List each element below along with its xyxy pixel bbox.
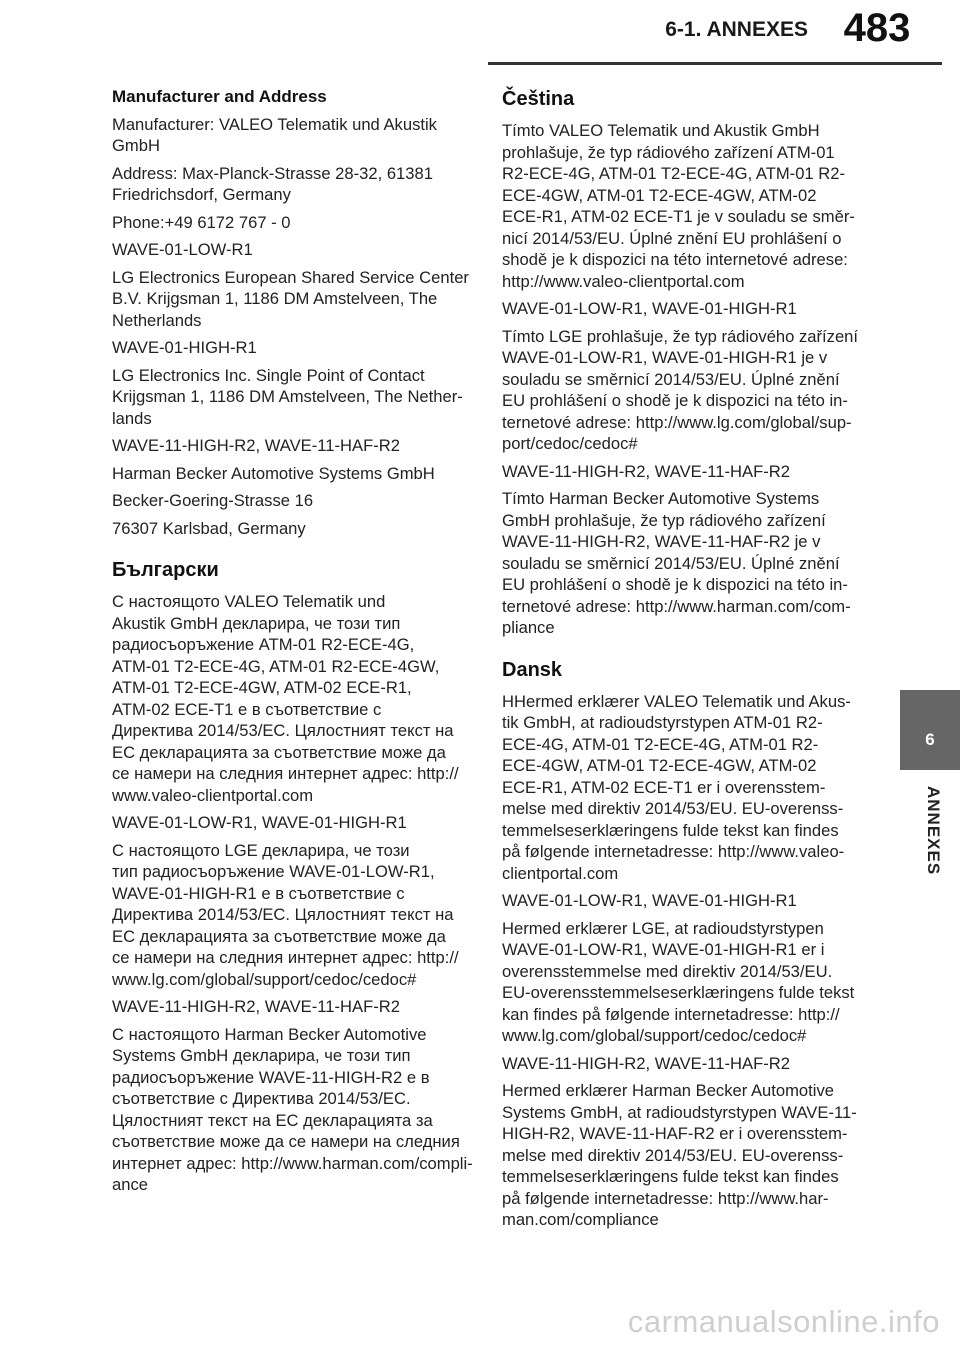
chapter-label: ANNEXES xyxy=(924,786,943,876)
text-line: HHermed erklærer VALEO Telematik und Akus- xyxy=(502,691,851,711)
text-line: WAVE-01-LOW-R1, WAVE-01-HIGH-R1 xyxy=(502,299,797,318)
paragraph xyxy=(112,996,464,1018)
text-line: С настоящото Harman Becker Automotive xyxy=(112,1024,427,1044)
text-line: WAVE-01-LOW-R1, WAVE-01-HIGH-R1 er i xyxy=(502,940,825,959)
text-line: WAVE-11-HIGH-R2, WAVE-11-HAF-R2 xyxy=(502,1053,790,1073)
text-line: съответствие с Директива 2014/53/ЕС. xyxy=(112,1089,411,1108)
paragraph xyxy=(112,337,464,359)
text-line: Manufacturer: VALEO Telematik und Akustik xyxy=(112,114,437,134)
text-line: Tímto Harman Becker Automotive Systems xyxy=(502,489,820,508)
text-line: ECE-4G, ATM-01 T2-ECE-4G, ATM-01 R2- xyxy=(502,734,819,754)
text-line: ЕС декларацията за съответствие може да xyxy=(112,742,446,762)
text-line: LG Electronics European Shared Service Center xyxy=(112,267,469,287)
text-line: 76307 Karlsbad, Germany xyxy=(112,518,306,538)
text-line: Директива 2014/53/ЕС. Цялостният текст на xyxy=(112,721,454,740)
chapter-number: 6 xyxy=(925,730,935,749)
text-line: www.valeo-clientportal.com xyxy=(112,785,314,805)
text-line: pliance xyxy=(502,618,555,637)
text-line: WAVE-11-HIGH-R2, WAVE-11-HAF-R2 xyxy=(112,436,400,455)
text-line: shodě je k dispozici na této internetové adrese: xyxy=(502,250,848,269)
text-line: Netherlands xyxy=(112,310,202,330)
text-line: WAVE-11-HIGH-R2, WAVE-11-HAF-R2 xyxy=(502,461,790,481)
text-line: melse med direktiv 2014/53/EU. EU-overenss- xyxy=(502,799,844,818)
text-line: clientportal.com xyxy=(502,863,619,883)
text-line: port/cedoc/cedoc# xyxy=(502,434,638,453)
text-line: WAVE-01-LOW-R1, WAVE-01-HIGH-R1 je v xyxy=(502,348,828,367)
text-line: ATM-01 T2-ECE-4G, ATM-01 R2-ECE-4GW, xyxy=(112,656,440,676)
paragraph xyxy=(112,239,464,261)
text-line: http://www.valeo-clientportal.com xyxy=(502,271,745,291)
text-line: Krijgsman 1, 1186 DM Amstelveen, The Nether- xyxy=(112,387,463,406)
text-line: ternetové adrese: http://www.harman.com/com- xyxy=(502,596,851,616)
left-column xyxy=(112,86,473,1202)
danish-heading: Dansk xyxy=(502,658,563,681)
header-rule xyxy=(488,62,942,65)
text-line: радиосъоръжение ATM-01 R2-ECE-4G, xyxy=(112,635,415,654)
text-line: prohlašuje, že typ rádiového zařízení ATM-01 xyxy=(502,142,835,162)
text-line: ance xyxy=(112,1175,148,1194)
text-line: souladu se směrnicí 2014/53/EU. Úplné znění xyxy=(502,369,840,389)
text-line: WAVE-01-LOW-R1 xyxy=(112,240,253,259)
paragraph xyxy=(112,463,464,485)
page-header xyxy=(0,0,960,70)
text-line: ATM-02 ECE-T1 е в съответствие с xyxy=(112,699,382,719)
paragraph xyxy=(502,918,855,1047)
paragraph xyxy=(502,120,855,292)
text-line: WAVE-01-LOW-R1, WAVE-01-HIGH-R1 xyxy=(112,813,407,832)
text-line: souladu se směrnicí 2014/53/EU. Úplné znění xyxy=(502,553,840,573)
text-line: Harman Becker Automotive Systems GmbH xyxy=(112,463,435,483)
text-line: интернет адрес: http://www.harman.com/compli- xyxy=(112,1153,473,1173)
text-line: WAVE-11-HIGH-R2, WAVE-11-HAF-R2 je v xyxy=(502,532,821,551)
text-line: man.com/compliance xyxy=(502,1210,659,1229)
text-line: Systems GmbH, at radioudstyrstypen WAVE-11- xyxy=(502,1102,857,1122)
manufacturer-heading: Manufacturer and Address xyxy=(112,87,327,106)
text-line: Tímto LGE prohlašuje, že typ rádiového zařízení xyxy=(502,326,859,346)
text-line: радиосъоръжение WAVE-11-HIGH-R2 е в xyxy=(112,1067,430,1087)
text-line: ECE-4GW, ATM-01 T2-ECE-4GW, ATM-02 xyxy=(502,185,817,205)
text-line: тип радиосъоръжение WAVE-01-LOW-R1, xyxy=(112,862,435,881)
paragraph xyxy=(112,518,464,540)
paragraph xyxy=(112,591,464,806)
czech-heading: Čeština xyxy=(502,88,575,110)
paragraph xyxy=(502,691,852,885)
text-line: Becker-Goering-Strasse 16 xyxy=(112,491,314,510)
text-line: ECE-4GW, ATM-01 T2-ECE-4GW, ATM-02 xyxy=(502,756,817,775)
text-line: ECE-R1, ATM-02 ECE-T1 je v souladu se směr- xyxy=(502,207,855,226)
text-line: temmelseserklæringens fulde tekst kan findes xyxy=(502,1167,839,1186)
text-line: temmelseserklæringens fulde tekst kan findes xyxy=(502,820,839,840)
text-line: С настоящото VALEO Telematik und xyxy=(112,592,386,611)
bulgarian-blocks xyxy=(112,591,473,1196)
text-line: ATM-01 T2-ECE-4GW, ATM-02 ECE-R1, xyxy=(112,678,412,697)
text-line: B.V. Krijgsman 1, 1186 DM Amstelveen, The xyxy=(112,289,438,308)
text-line: Systems GmbH декларира, че този тип xyxy=(112,1046,411,1065)
text-line: WAVE-01-HIGH-R1 xyxy=(112,338,257,357)
paragraph xyxy=(112,365,464,430)
text-line: се намери на следния интернет адрес: http:// xyxy=(112,948,459,967)
text-line: lands xyxy=(112,408,152,428)
paragraph xyxy=(112,435,464,457)
page-number: 483 xyxy=(843,6,911,50)
text-line: GmbH prohlašuje, že typ rádiového zařízení xyxy=(502,510,826,530)
right-column xyxy=(502,86,859,1237)
paragraph xyxy=(502,461,852,483)
text-line: WAVE-01-HIGH-R1 е в съответствие с xyxy=(112,883,405,903)
text-line: Hermed erklærer LGE, at radioudstyrstypen xyxy=(502,918,824,938)
text-line: tik GmbH, at radioudstyrstypen ATM-01 R2- xyxy=(502,713,823,732)
text-line: Address: Max-Planck-Strasse 28-32, 61381 xyxy=(112,163,433,183)
paragraph xyxy=(112,1024,473,1196)
text-line: ЕС декларацията за съответствие може да xyxy=(112,926,446,946)
manufacturer-blocks xyxy=(112,114,469,540)
bulgarian-heading: Български xyxy=(112,559,219,581)
text-line: melse med direktiv 2014/53/EU. EU-overenss- xyxy=(502,1145,844,1165)
text-line: GmbH xyxy=(112,136,160,155)
paragraph xyxy=(112,163,464,206)
text-line: WAVE-11-HIGH-R2, WAVE-11-HAF-R2 xyxy=(112,997,400,1016)
paragraph xyxy=(502,890,852,912)
paragraph xyxy=(112,812,464,834)
section-label: 6-1. ANNEXES xyxy=(665,18,808,41)
text-line: Phone:+49 6172 767 - 0 xyxy=(112,212,291,232)
paragraph xyxy=(112,840,464,991)
paragraph xyxy=(502,488,852,639)
text-line: Friedrichsdorf, Germany xyxy=(112,185,291,204)
text-line: R2-ECE-4G, ATM-01 T2-ECE-4G, ATM-01 R2- xyxy=(502,164,846,183)
paragraph xyxy=(112,212,464,234)
text-line: LG Electronics Inc. Single Point of Contact xyxy=(112,365,425,385)
text-line: WAVE-01-LOW-R1, WAVE-01-HIGH-R1 xyxy=(502,891,797,910)
paragraph xyxy=(502,1053,852,1075)
text-line: С настоящото LGE декларира, че този xyxy=(112,840,410,860)
paragraph xyxy=(502,326,859,455)
paragraph xyxy=(502,298,852,320)
text-line: på følgende internetadresse: http://www.valeo- xyxy=(502,842,845,861)
paragraph xyxy=(502,1080,857,1231)
text-line: www.lg.com/global/support/cedoc/cedoc# xyxy=(112,969,417,989)
text-line: HIGH-R2, WAVE-11-HAF-R2 er i overensstem- xyxy=(502,1124,848,1143)
text-line: EU-overensstemmelseserklæringens fulde tekst xyxy=(502,983,855,1002)
danish-blocks xyxy=(502,691,857,1231)
text-line: Tímto VALEO Telematik und Akustik GmbH xyxy=(502,121,820,140)
text-line: nicí 2014/53/EU. Úplné znění EU prohlášení o xyxy=(502,228,842,248)
text-line: kan findes på følgende internetadresse: http:// xyxy=(502,1004,840,1024)
paragraph xyxy=(112,490,464,512)
text-line: ECE-R1, ATM-02 ECE-T1 er i overensstem- xyxy=(502,777,826,797)
text-line: Akustik GmbH декларира, че този тип xyxy=(112,613,401,633)
text-line: се намери на следния интернет адрес: http:// xyxy=(112,764,459,783)
czech-blocks xyxy=(502,120,859,639)
paragraph xyxy=(112,267,469,332)
text-line: Hermed erklærer Harman Becker Automotive xyxy=(502,1081,834,1100)
watermark: carmanualsonline.info xyxy=(627,1304,940,1339)
text-line: www.lg.com/global/support/cedoc/cedoc# xyxy=(502,1026,807,1045)
text-line: på følgende internetadresse: http://www.har- xyxy=(502,1188,829,1208)
text-line: Цялостният текст на ЕС декларацията за xyxy=(112,1110,433,1130)
text-line: Директива 2014/53/ЕС. Цялостният текст на xyxy=(112,905,454,924)
text-line: съответствие може да се намери на следния xyxy=(112,1132,460,1151)
text-line: overensstemmelse med direktiv 2014/53/EU. xyxy=(502,961,833,981)
text-line: EU prohlášení o shodě je k dispozici na této in- xyxy=(502,391,848,410)
paragraph xyxy=(112,114,464,157)
chapter-tab[interactable] xyxy=(900,690,960,770)
text-line: EU prohlášení o shodě je k dispozici na této in- xyxy=(502,575,848,594)
text-line: ternetové adrese: http://www.lg.com/global/sup- xyxy=(502,412,852,432)
